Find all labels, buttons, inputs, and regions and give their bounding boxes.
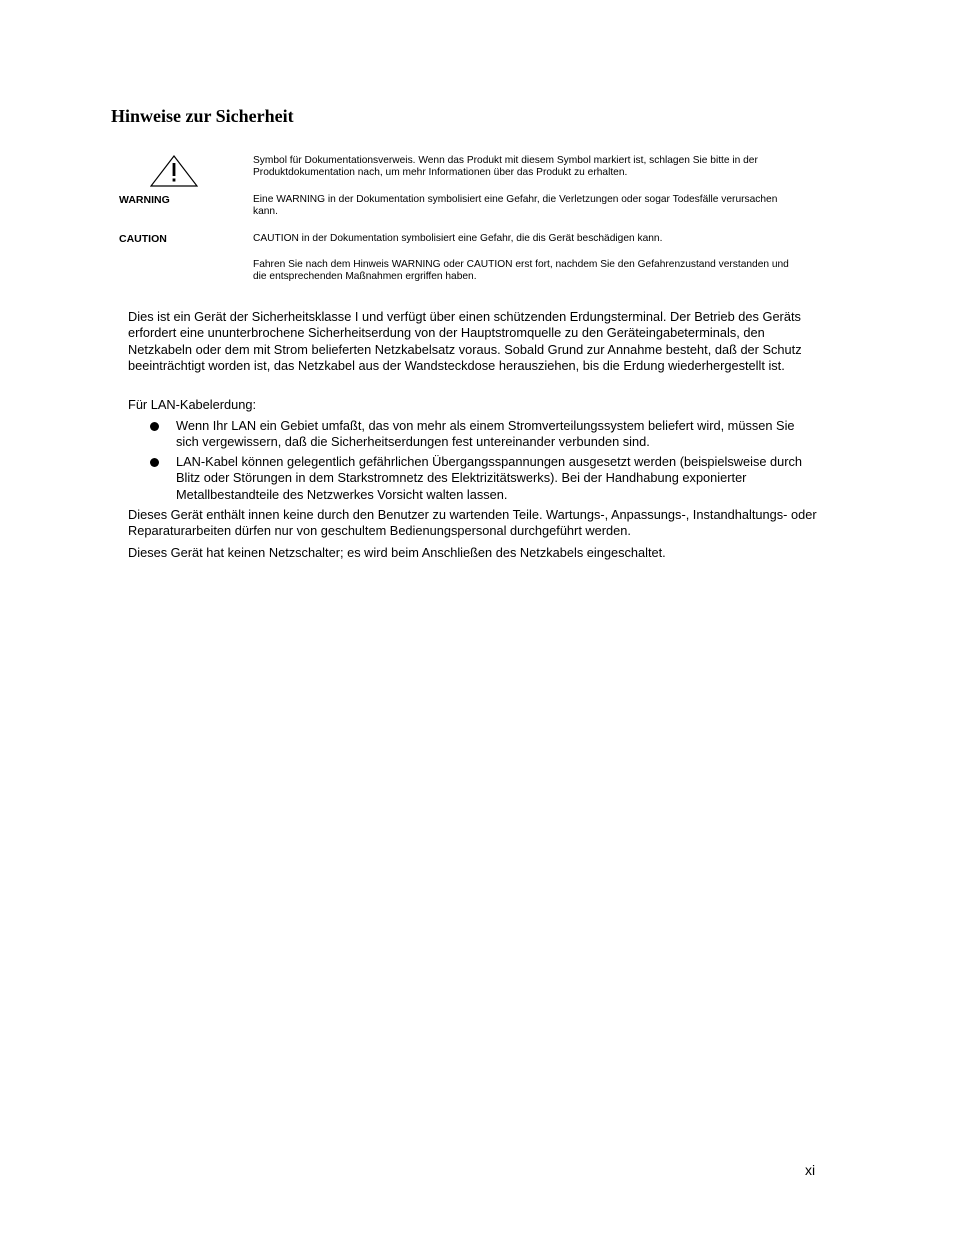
page-title: Hinweise zur Sicherheit (111, 106, 294, 126)
bullet-icon (150, 422, 159, 431)
page-number: xi (805, 1162, 816, 1178)
caution-text: CAUTION in der Dokumentation symbolisiert eine Gefahr, die dis Gerät beschädigen kann. (253, 233, 663, 244)
bullet-icon (150, 458, 159, 467)
power-switch-paragraph: Dieses Gerät hat keinen Netzschalter; es wird beim Anschließen des Netzkabels eingeschaltet. (128, 545, 666, 560)
symbol-note: Symbol für Dokumentationsverweis. Wenn das Produkt mit diesem Symbol markiert ist, schlagen Sie bitte in der Produktdokumentation nach, um mehr Informationen über das Produkt zu erhalten. (253, 155, 758, 178)
maintenance-paragraph: Dieses Gerät enthält innen keine durch den Benutzer zu wartenden Teile. Wartungs-, Anpassungs-, Instandhaltungs- oder Reparaturarbeiten dürfen nur von geschultem Bedienungspersonal durchgeführt werden. (128, 507, 817, 539)
lan-grounding-intro: Für LAN-Kabelerdung: (128, 397, 257, 412)
list-item-text: LAN-Kabel können gelegentlich gefährlichen Übergangsspannungen ausgesetzt werden (beispielsweise durch Blitz oder Störungen in dem Starkstromnetz des Elektrizitätswerks). Bei der Handhabung exponierter Metallbestandteile des Netzwerkes Vorsicht walten lassen. (176, 454, 803, 502)
caution-label: CAUTION (119, 233, 167, 245)
proceed-note: Fahren Sie nach dem Hinweis WARNING oder CAUTION erst fort, nachdem Sie den Gefahrenzustand verstanden und die entsprechenden Maßnahmen ergriffen haben. (253, 259, 789, 282)
warning-text: Eine WARNING in der Dokumentation symbolisiert eine Gefahr, die Verletzungen oder sogar Todesfälle verursachen kann. (253, 194, 778, 217)
warning-label: WARNING (119, 194, 170, 206)
warning-triangle-icon (150, 155, 198, 187)
list-item-text: Wenn Ihr LAN ein Gebiet umfaßt, das von mehr als einem Stromverteilungssystem beliefert wird, müssen Sie sich vergewissern, daß die Sicherheitserdungen fest untereinander verbunden sind. (176, 418, 795, 450)
safety-class-paragraph: Dies ist ein Gerät der Sicherheitsklasse I und verfügt über einen schützenden Erdungsterminal. Der Betrieb des Geräts erfordert eine ununterbrochene Sicherheitserdung von der Hauptstromquelle zu den Geräteingabeterminals, den Netzkabeln oder dem mit Strom belieferten Netzkabelsatz voraus. Sobald Grund zur Annahme besteht, daß der Schutz beeinträchtigt worden ist, das Netzkabel aus der Wandsteckdose herausziehen, bis die Erdung wiederhergestellt ist. (128, 309, 802, 374)
